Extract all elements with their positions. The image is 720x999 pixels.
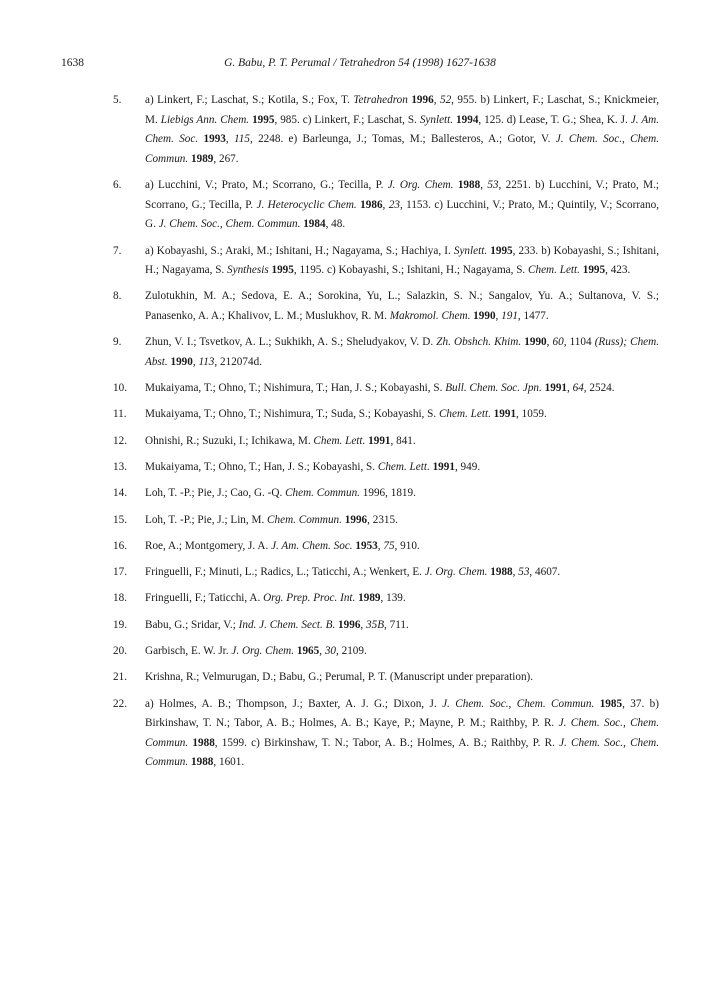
citation-text: a) Kobayashi, S.; Araki, M.; Ishitani, H.; Nagayama, S.; Hachiya, I.	[145, 244, 454, 257]
reference-number: 16.	[113, 539, 127, 552]
year-text: 1996	[411, 94, 434, 106]
citation-text: Mukaiyama, T.; Ohno, T.; Han, J. S.; Kobayashi, S.	[145, 461, 378, 473]
journal-or-volume-text: Chem. Commun.	[285, 487, 360, 500]
reference-number: 11.	[113, 408, 127, 421]
citation-text: ,	[546, 336, 553, 349]
journal-or-volume-text: 35B	[366, 618, 385, 631]
journal-or-volume-text: 30	[324, 644, 337, 657]
journal-or-volume-text: Ind. J. Chem. Sect. B.	[238, 618, 336, 631]
journal-or-volume-text: Tetrahedron	[353, 94, 408, 106]
journal-or-volume-text: J. Heterocyclic Chem.	[256, 198, 357, 211]
reference-text	[145, 592, 406, 604]
reference-number: 7.	[113, 244, 122, 257]
journal-or-volume-text: J. Org. Chem.	[424, 566, 488, 579]
journal-or-volume-text: Synlett.	[453, 244, 488, 257]
citation-text: ,	[319, 644, 325, 657]
citation-text: Mukaiyama, T.; Ohno, T.; Nishimura, T.; Han, J. S.; Kobayashi, S.	[145, 382, 446, 395]
year-text: 1991	[432, 461, 455, 473]
journal-or-volume-text: 52	[439, 94, 452, 106]
journal-or-volume-text: Bull. Chem. Soc. Jpn.	[445, 382, 542, 395]
reference-entry	[113, 511, 659, 531]
citation-text: ,	[377, 539, 384, 552]
year-text: 1989	[358, 592, 381, 605]
reference-number: 10.	[113, 382, 127, 395]
citation-text: , 4607.	[529, 566, 561, 579]
reference-text	[145, 435, 416, 447]
journal-or-volume-text: Makromol. Chem.	[389, 310, 471, 322]
citation-text: ,	[382, 198, 389, 211]
citation-text: Loh, T. -P.; Pie, J.; Lin, M.	[145, 513, 268, 526]
reference-text	[145, 566, 560, 578]
year-text: 1994	[456, 113, 479, 126]
year-text: 1995	[490, 244, 513, 257]
citation-text: , 423.	[605, 264, 631, 277]
citation-text: , 1104	[563, 336, 595, 349]
journal-or-volume-text: J. Chem. Soc., Chem. Commun.	[145, 133, 660, 165]
reference-text	[145, 179, 659, 230]
citation-text: , 37. b) Birkinshaw, T. N.; Tabor, A. B.; Holmes, A. B.; Kaye, P.; Mayne, P. M.; Raithby, P. R.	[145, 697, 659, 730]
citation-text: , 841.	[390, 434, 416, 447]
journal-or-volume-text: Chem. Lett.	[438, 408, 491, 421]
reference-entry	[113, 642, 659, 662]
citation-text: 1996, 1819.	[359, 487, 416, 500]
citation-text: Babu, G.; Sridar, V.;	[145, 618, 239, 631]
year-text: 1990	[524, 336, 547, 349]
reference-entry	[113, 379, 659, 399]
reference-list	[113, 91, 659, 780]
citation-text: , 212074d.	[214, 355, 262, 368]
citation-text: , 1059.	[516, 408, 547, 421]
citation-text: , 2251. b) Lucchini, V.; Prato, M.; Scorrano, G.; Tecilla, P.	[145, 179, 659, 211]
citation-text: Krishna, R.; Velmurugan, D.; Babu, G.; Perumal, P. T. (Manuscript under preparation).	[145, 671, 534, 684]
citation-text: a) Lucchini, V.; Prato, M.; Scorrano, G.; Tecilla, P.	[145, 179, 388, 192]
journal-or-volume-text: 60	[552, 336, 564, 349]
journal-or-volume-text: 115	[234, 133, 250, 146]
reference-entry	[113, 405, 659, 425]
reference-text	[145, 671, 533, 683]
reference-number: 15.	[113, 513, 127, 526]
citation-text: , 1477.	[517, 310, 549, 322]
reference-number: 6.	[113, 179, 122, 192]
journal-or-volume-text: 64	[572, 382, 584, 395]
year-text: 1985	[599, 697, 623, 710]
year-text: 1986	[360, 198, 383, 211]
citation-text: Mukaiyama, T.; Ohno, T.; Nishimura, T.; Suda, S.; Kobayashi, S.	[145, 408, 439, 421]
journal-or-volume-text: 53	[487, 179, 499, 192]
journal-or-volume-text: Chem. Commun.	[267, 513, 342, 526]
journal-or-volume-text: J. Am. Chem. Soc.	[145, 113, 660, 146]
journal-or-volume-text: 75	[383, 539, 395, 552]
year-text: 1989	[191, 152, 214, 165]
journal-or-volume-text: Zh. Obshch. Khim.	[436, 336, 522, 349]
citation-text: , 985. c) Linkert, F.; Laschat, S.	[274, 113, 420, 126]
year-text: 1995	[252, 113, 275, 126]
reference-text	[145, 619, 409, 631]
citation-text: , 910.	[394, 539, 420, 552]
reference-text	[145, 94, 659, 165]
citation-text: Roe, A.; Montgomery, J. A.	[145, 539, 272, 552]
reference-number: 5.	[113, 94, 122, 106]
page-number: 1638	[61, 57, 84, 69]
citation-text: Zhun, V. I.; Tsvetkov, A. L.; Sukhikh, A. S.; Sheludyakov, V. D.	[145, 336, 437, 349]
reference-entry	[113, 484, 659, 504]
reference-text	[145, 336, 659, 368]
citation-text: , 1599. c) Birkinshaw, T. N.; Tabor, A. B.; Holmes, A. B.; Raithby, P. R.	[214, 736, 560, 749]
reference-text	[145, 290, 659, 322]
reference-entry	[113, 91, 659, 169]
reference-entry	[113, 432, 659, 452]
journal-or-volume-text: Liebigs Ann. Chem.	[160, 113, 250, 126]
citation-text: , 1195. c) Kobayashi, S.; Ishitani, H.; Nagayama, S.	[293, 264, 529, 277]
year-text: 1990	[473, 310, 496, 322]
journal-or-volume-text: Synlett.	[419, 113, 454, 126]
journal-or-volume-text: J. Org. Chem.	[387, 179, 454, 192]
year-text: 1965	[296, 644, 320, 657]
citation-text: ,	[567, 382, 573, 395]
citation-text: , 2524.	[583, 382, 615, 395]
journal-or-volume-text: J. Org. Chem.	[231, 644, 295, 657]
journal-or-volume-text: 53	[518, 566, 530, 579]
journal-or-volume-text: Chem. Lett.	[313, 434, 366, 447]
citation-text: ,	[192, 355, 199, 368]
citation-text: Ohnishi, R.; Suzuki, I.; Ichikawa, M.	[145, 434, 314, 447]
reference-entry	[113, 616, 659, 636]
reference-number: 12.	[113, 434, 127, 447]
running-title: G. Babu, P. T. Perumal / Tetrahedron 54 (1998) 1627-1638	[224, 57, 496, 69]
citation-text: ,	[360, 618, 367, 631]
reference-number: 17.	[113, 566, 127, 579]
year-text: 1988	[191, 756, 214, 769]
citation-text: , 233. b) Kobayashi, S.; Ishitani, H.; Nagayama, S.	[145, 244, 660, 277]
reference-text	[145, 245, 659, 277]
year-text: 1988	[490, 566, 513, 579]
year-text: 1991	[544, 382, 567, 395]
citation-text: Loh, T. -P.; Pie, J.; Cao, G. -Q.	[145, 487, 286, 500]
citation-text: ,	[225, 133, 234, 146]
citation-text: ,	[433, 94, 440, 106]
journal-or-volume-text: Chem. Lett.	[377, 461, 430, 473]
running-header	[61, 55, 659, 71]
journal-or-volume-text: J. Am. Chem. Soc.	[271, 539, 353, 552]
reference-entry	[113, 668, 659, 688]
reference-entry	[113, 458, 659, 478]
reference-number: 20.	[113, 644, 127, 657]
citation-text: , 267.	[213, 152, 239, 165]
reference-text	[145, 514, 398, 526]
reference-entry	[113, 242, 659, 281]
citation-text: , 2315.	[367, 513, 398, 526]
year-text: 1984	[303, 218, 326, 231]
reference-text	[145, 487, 416, 499]
year-text: 1996	[344, 513, 368, 526]
citation-text: , 125. d) Lease, T. G.; Shea, K. J.	[478, 113, 631, 126]
citation-text: ,	[512, 566, 519, 579]
reference-text	[145, 461, 480, 473]
year-text: 1995	[271, 264, 294, 277]
journal-or-volume-text: J. Chem. Soc., Chem. Commun.	[145, 717, 659, 749]
citation-text: , 949.	[454, 461, 481, 473]
citation-text: a) Holmes, A. B.; Thompson, J.; Baxter, A. J. G.; Dixon, J.	[145, 697, 443, 710]
citation-text: a) Linkert, F.; Laschat, S.; Kotila, S.; Fox, T.	[145, 94, 354, 106]
year-text: 1991	[493, 408, 517, 421]
reference-text	[145, 540, 420, 552]
reference-entry	[113, 695, 659, 773]
journal-or-volume-text: Org. Prep. Proc. Int.	[263, 592, 356, 605]
citation-text: ,	[480, 179, 488, 192]
reference-text	[145, 408, 547, 420]
reference-entry	[113, 537, 659, 557]
year-text: 1988	[457, 179, 481, 192]
reference-number: 13.	[113, 461, 127, 473]
citation-text: , 139.	[380, 592, 406, 605]
reference-text	[145, 382, 615, 394]
reference-number: 9.	[113, 336, 122, 349]
reference-number: 19.	[113, 618, 127, 631]
journal-or-volume-text: J. Chem. Soc., Chem. Commun.	[145, 736, 659, 769]
citation-text: Fringuelli, F.; Minuti, L.; Radics, L.; Taticchi, A.; Wenkert, E.	[145, 566, 425, 579]
journal-or-volume-text: J. Chem. Soc., Chem. Commun.	[442, 697, 595, 710]
reference-number: 22.	[113, 697, 127, 710]
reference-text	[145, 698, 659, 769]
year-text: 1991	[368, 434, 391, 447]
reference-entry	[113, 176, 659, 235]
reference-number: 14.	[113, 487, 127, 500]
citation-text: ,	[495, 310, 502, 322]
citation-text: , 1601.	[213, 756, 245, 769]
year-text: 1993	[203, 133, 226, 146]
reference-entry	[113, 589, 659, 609]
citation-text: , 1153. c) Lucchini, V.; Prato, M.; Quintily, V.; Scorrano, G.	[145, 198, 660, 231]
year-text: 1995	[582, 264, 606, 277]
journal-or-volume-text: 113	[198, 355, 215, 368]
year-text: 1953	[355, 539, 378, 552]
citation-text: , 2109.	[336, 644, 367, 657]
citation-text: Zulotukhin, M. A.; Sedova, E. A.; Sorokina, Yu, L.; Salazkin, S. N.; Sangalov, Yu. A.; Sultanova, V. S.; Panasenko, A. A.; Khalivov, L. M.; Muslukhov, R. M.	[145, 290, 659, 322]
journal-or-volume-text: 191	[501, 310, 518, 322]
citation-text: , 711.	[384, 618, 409, 631]
year-text: 1990	[170, 355, 193, 368]
reference-number: 8.	[113, 290, 122, 303]
citation-text: , 48.	[325, 218, 346, 231]
citation-text: , 2248. e) Barleunga, J.; Tomas, M.; Ballesteros, A.; Gotor, V.	[249, 133, 556, 146]
reference-entry	[113, 287, 659, 326]
journal-or-volume-text: 23	[388, 198, 400, 211]
journal-or-volume-text: Synthesis	[227, 264, 269, 277]
reference-entry	[113, 333, 659, 372]
citation-text: , 955. b) Linkert, F.; Laschat, S.; Knickmeier, M.	[145, 94, 659, 126]
year-text: 1988	[192, 736, 215, 749]
reference-number: 18.	[113, 592, 127, 605]
reference-text	[145, 645, 367, 657]
journal-or-volume-text: J. Chem. Soc., Chem. Commun.	[158, 218, 301, 231]
journal-or-volume-text: Chem. Lett.	[528, 264, 580, 277]
reference-number: 21.	[113, 671, 127, 684]
year-text: 1996	[338, 618, 361, 631]
citation-text: Garbisch, E. W. Jr.	[145, 644, 232, 657]
citation-text: Fringuelli, F.; Taticchi, A.	[145, 592, 264, 605]
journal-or-volume-text: (Russ); Chem. Abst.	[145, 336, 659, 368]
reference-entry	[113, 563, 659, 583]
